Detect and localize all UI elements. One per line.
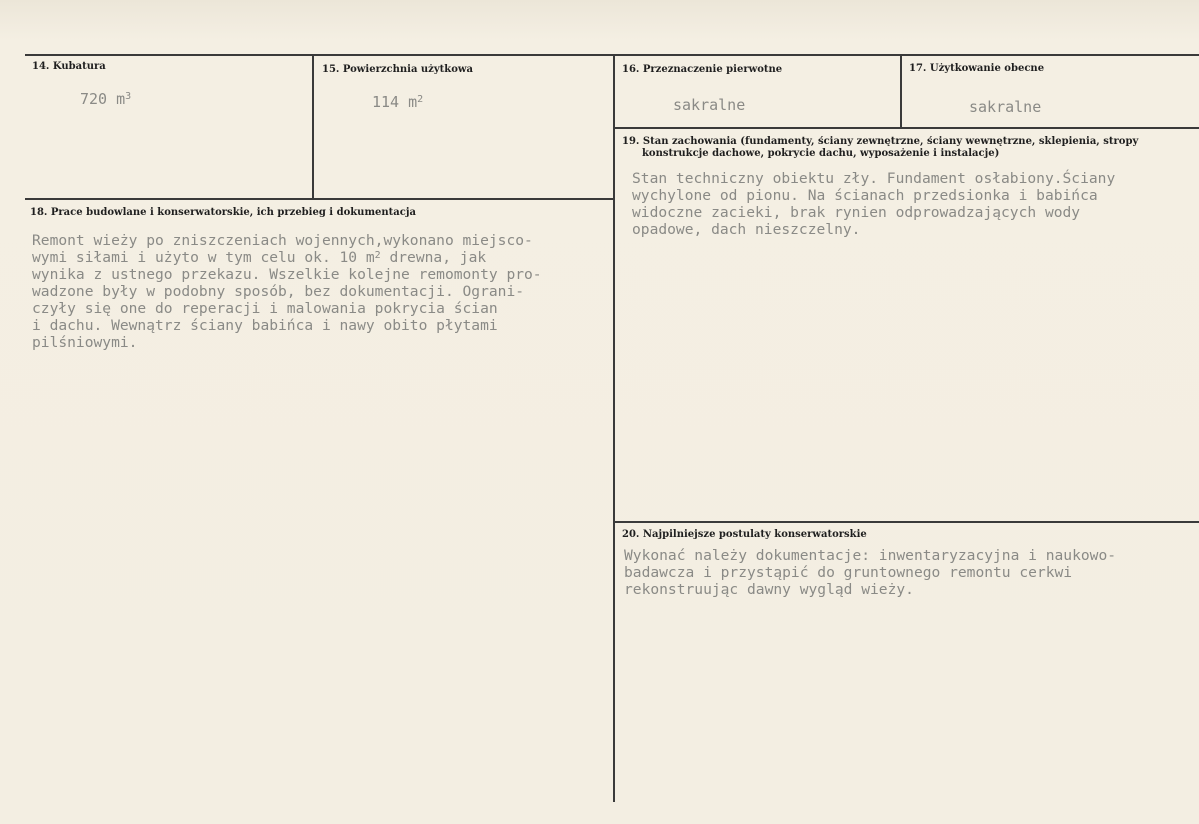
field-14-label: 14. Kubatura [32, 61, 106, 72]
divider-14-15 [312, 54, 314, 198]
field-18-line2-start: wymi siłami i użyto w tym celu ok. 10 m [32, 249, 375, 266]
field-18-line2-end: drewna, jak [380, 249, 487, 266]
rule-right-16-19 [614, 127, 1199, 129]
field-14-exponent: 3 [125, 91, 132, 102]
field-19-line: wychylone od pionu. Na ścianach przedsionka i babińca [632, 187, 1098, 204]
field-18-line: i dachu. Wewnątrz ściany babińca i nawy obito płytami [32, 317, 498, 334]
field-20-line: rekonstruując dawny wygląd wieży. [624, 581, 914, 598]
field-16-value: sakralne [673, 96, 746, 114]
field-19-label-line1: 19. Stan zachowania (fundamenty, ściany zewnętrzne, ściany wewnętrzne, sklepienia, stropy [622, 136, 1139, 147]
field-15-label: 15. Powierzchnia użytkowa [322, 64, 473, 75]
field-15-number: 114 m [372, 93, 418, 111]
field-14-number: 720 m [80, 90, 126, 108]
field-18-line: pilśniowymi. [32, 334, 138, 351]
rule-left-14-18 [25, 198, 614, 200]
field-18-line2-exponent: 2 [374, 250, 381, 261]
field-20-line: badawcza i przystąpić do gruntownego remontu cerkwi [624, 564, 1073, 581]
field-19-line: Stan techniczny obiektu zły. Fundament osłabiony.Ściany [632, 170, 1116, 187]
field-19-label-line2: konstrukcje dachowe, pokrycie dachu, wyposażenie i instalacje) [642, 148, 1000, 159]
field-20-line: Wykonać należy dokumentacje: inwentaryzacyjna i naukowo- [624, 547, 1117, 564]
field-17-label: 17. Użytkowanie obecne [909, 63, 1045, 74]
field-14-value [80, 91, 131, 108]
field-15-exponent: 2 [417, 94, 424, 105]
field-16-label: 16. Przeznaczenie pierwotne [622, 64, 783, 75]
field-18-line: wynika z ustnego przekazu. Wszelkie kolejne remomonty pro- [32, 266, 542, 283]
field-15-value [372, 94, 423, 111]
rule-right-19-20 [614, 521, 1199, 523]
field-18-line: czyły się one do reperacji i malowania pokrycia ścian [32, 300, 498, 317]
field-19-line: widoczne zacieki, brak rynien odprowadzających wody [632, 204, 1081, 221]
field-18-line: Remont wieży po zniszczeniach wojennych,wykonano miejsco- [32, 232, 533, 249]
field-17-value: sakralne [969, 98, 1042, 116]
main-column-divider [613, 54, 615, 802]
field-18-line [32, 250, 486, 267]
field-18-line: wadzone były w podobny sposób, bez dokumentacji. Ograni- [32, 283, 525, 300]
field-20-label: 20. Najpilniejsze postulaty konserwatorskie [622, 529, 867, 540]
top-rule [25, 54, 1199, 56]
field-18-label: 18. Prace budowlane i konserwatorskie, ich przebieg i dokumentacja [30, 207, 416, 218]
divider-16-17 [900, 54, 902, 127]
field-19-line: opadowe, dach nieszczelny. [632, 221, 861, 238]
